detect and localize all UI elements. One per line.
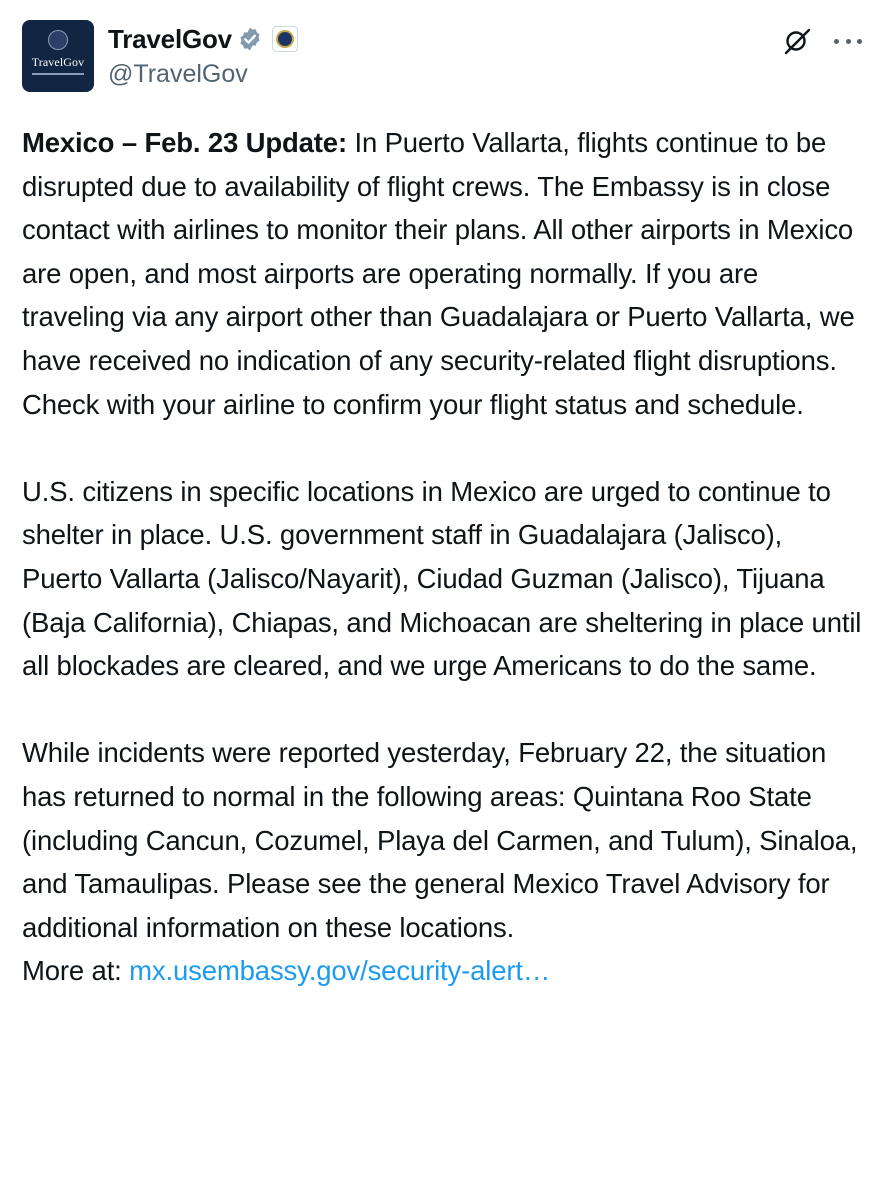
name-row	[108, 22, 298, 56]
more-dot	[857, 39, 862, 44]
more-options-icon[interactable]	[834, 26, 862, 56]
tweet-actions	[782, 26, 862, 56]
more-at-label: More at:	[22, 955, 130, 987]
seal-emblem	[276, 30, 294, 48]
display-name[interactable]: TravelGov	[108, 23, 232, 54]
avatar-wordmark: TravelGov	[31, 55, 85, 69]
post-paragraph-2: U.S. citizens in specific locations in Mexico are urged to continue to shelter in place. U.S. government staff in Guadalajara (Jalisco), Puerto Vallarta (Jalisco/Nayarit), Ciudad Guzman (Jalisco), Tijuana (Baja California), Chiapas, and Michoacan are sheltering in place until all blockades are cleared, and we urge Americans to do the same.	[22, 475, 862, 682]
seal-icon	[48, 30, 68, 50]
embassy-link[interactable]: mx.usembassy.gov/security-alert…	[129, 955, 551, 987]
handle[interactable]: @TravelGov	[108, 60, 248, 88]
post-lead: Mexico – Feb. 23 Update:	[22, 127, 347, 158]
verified-badge-icon[interactable]	[237, 26, 263, 52]
grok-icon[interactable]	[782, 26, 812, 56]
post-paragraph-1: In Puerto Vallarta, flights continue to be disrupted due to availability of flight crews. The Embassy is in close contact with airlines to monitor their plans. All other airports in Mexico are open, and most airports are operating normally. If you are traveling via any airport other than Guadalajara or Puerto Vallarta, we have received no indication of any security-related flight disruptions. Check with your airline to confirm your flight status and schedule.	[22, 127, 855, 420]
more-dot	[834, 39, 839, 44]
post-paragraph-3: While incidents were reported yesterday, February 22, the situation has returned to normal in the following areas: Quintana Roo State (including Cancun, Cozumel, Playa del Carmen, and Tulum), Sinaloa, and Tamaulipas. Please see the general Mexico Travel Advisory for additional information on these locations.	[22, 737, 858, 943]
state-department-seal-icon[interactable]	[272, 26, 298, 52]
tweet-text	[22, 121, 868, 993]
avatar-divider	[32, 73, 84, 75]
tweet-header	[22, 20, 862, 94]
avatar[interactable]	[22, 20, 94, 92]
more-dot	[846, 39, 851, 44]
